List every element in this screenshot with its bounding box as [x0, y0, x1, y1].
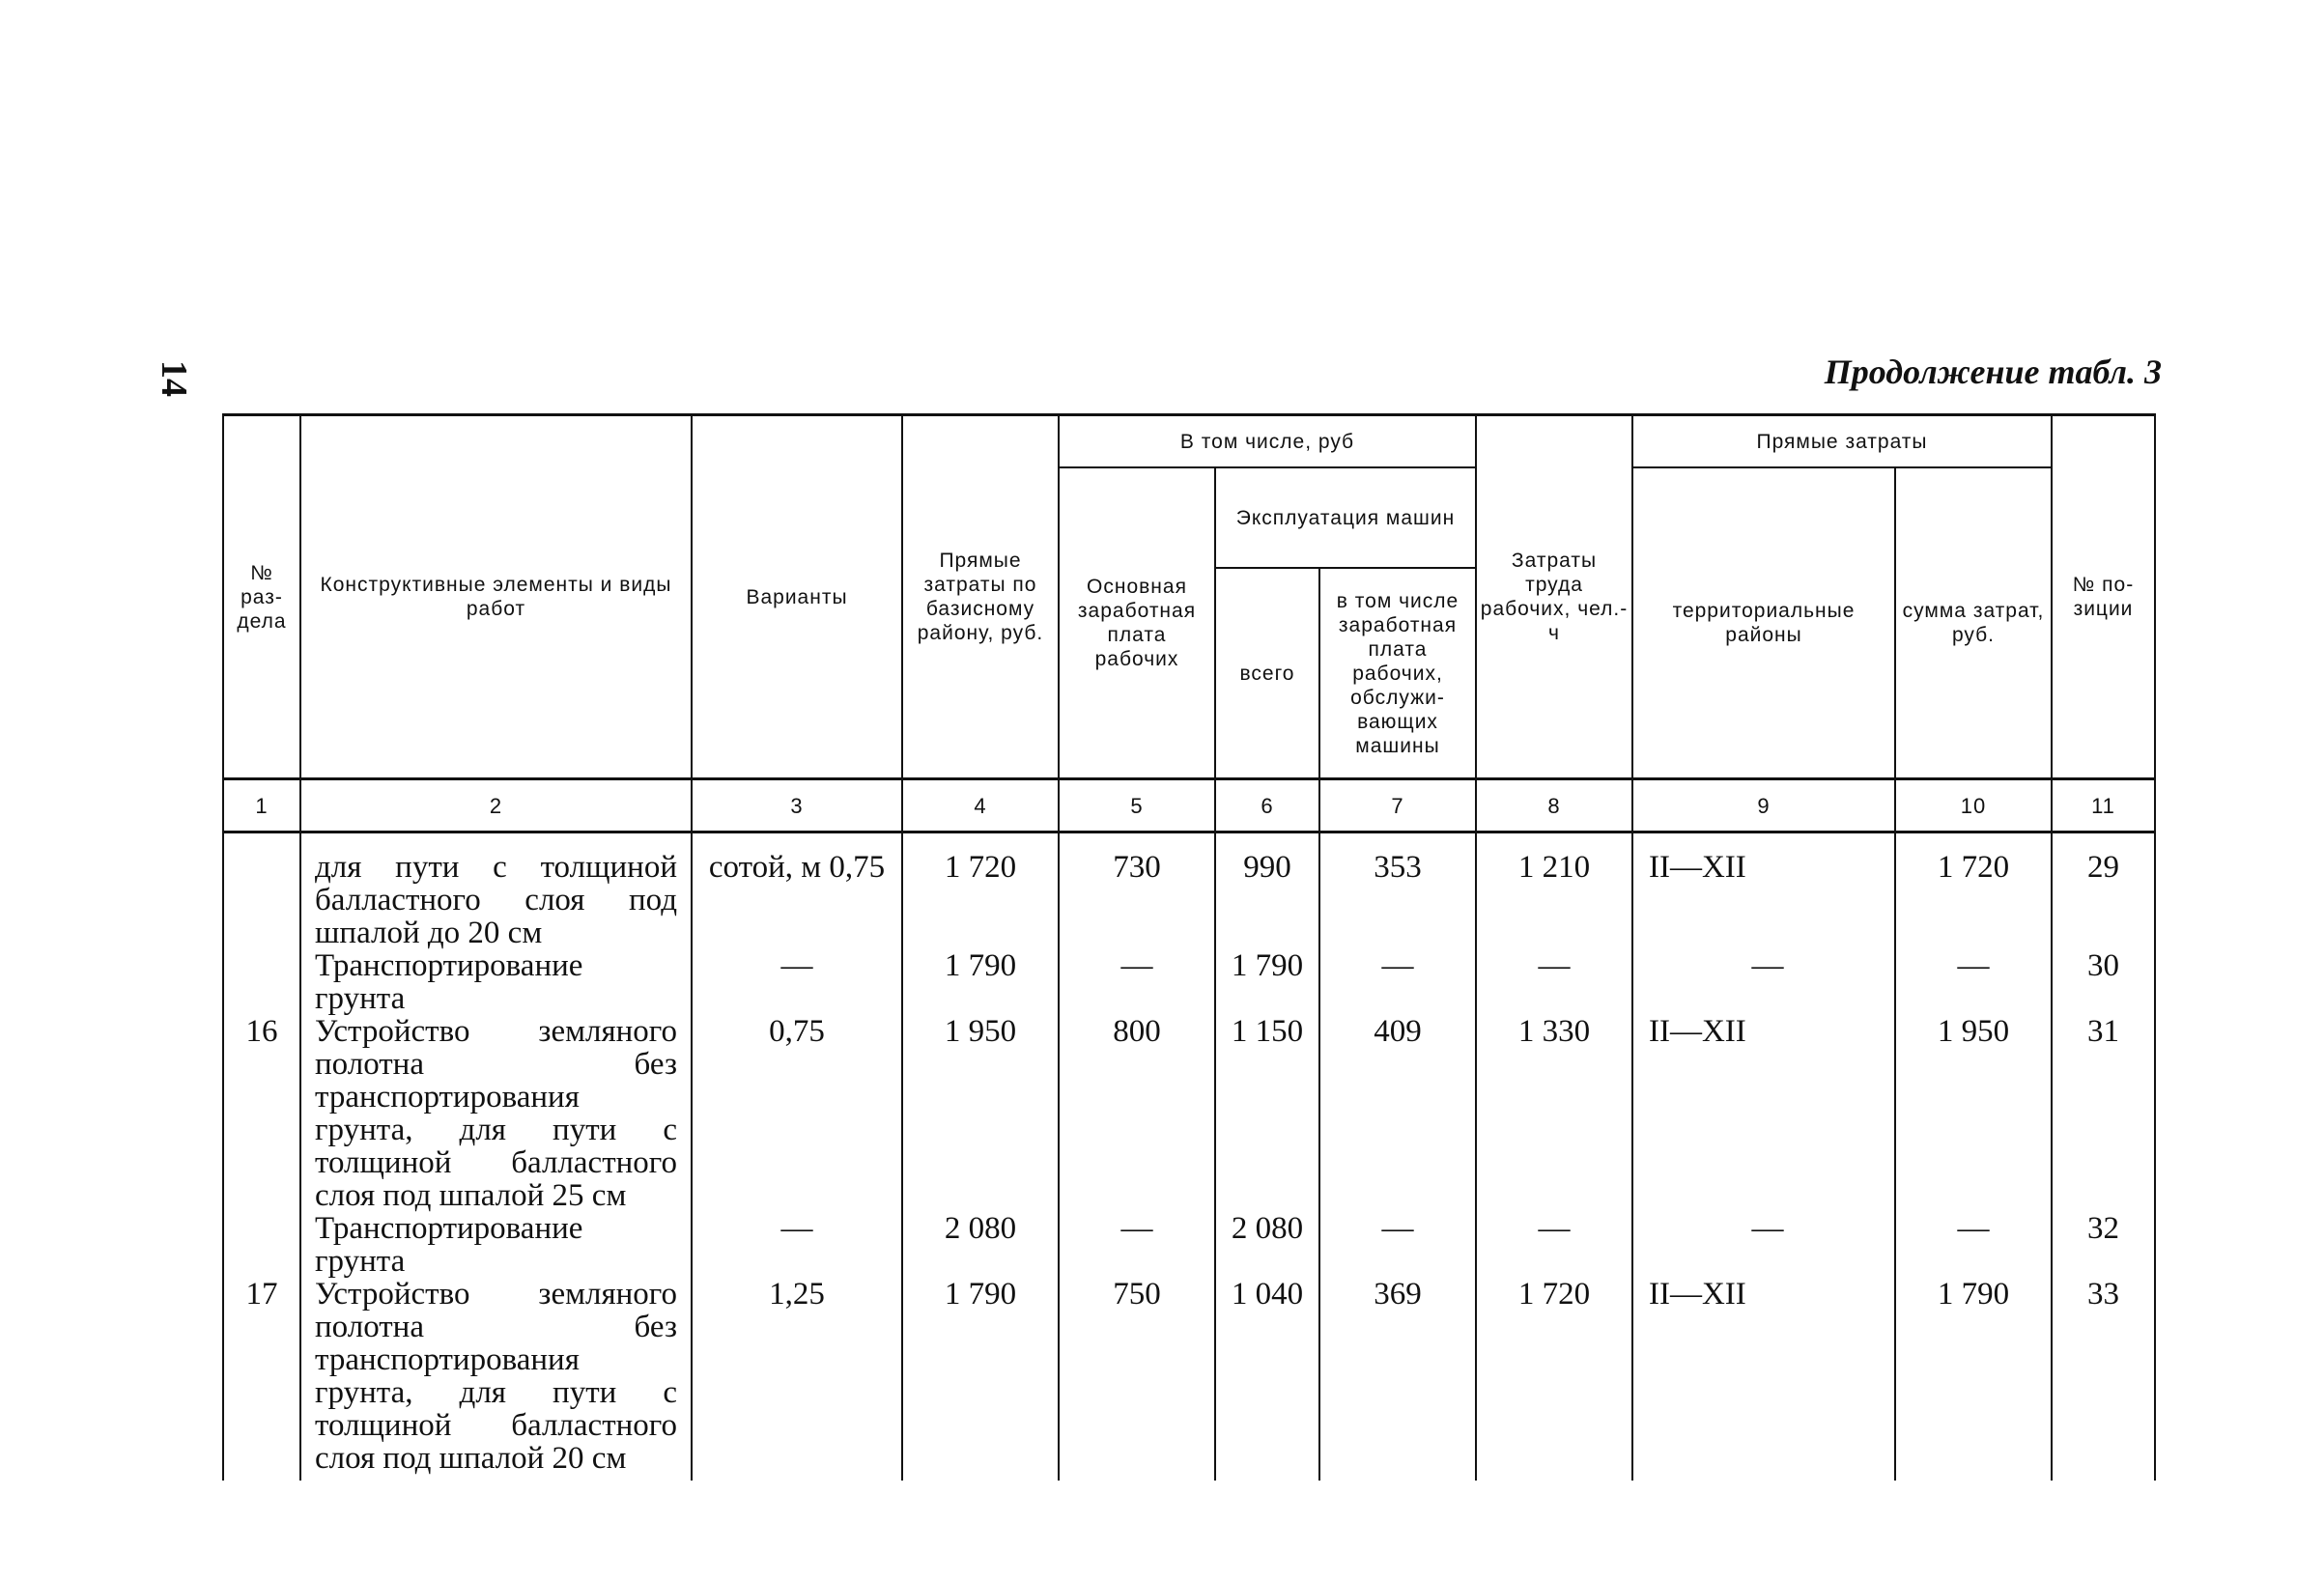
cell-labor: 1 330 — [1476, 1015, 1632, 1212]
cell-sum: — — [1895, 949, 2052, 1015]
cell-variant: 1,25 — [692, 1278, 902, 1481]
cell-position: 32 — [2052, 1212, 2155, 1278]
col-number: 6 — [1215, 779, 1319, 832]
table-row — [223, 1278, 2155, 1481]
cell-direct: 1 790 — [902, 1278, 1059, 1481]
cell-territory: — — [1632, 949, 1895, 1015]
table-row — [223, 832, 2155, 950]
cell-section: 17 — [223, 1278, 300, 1481]
col-number: 8 — [1476, 779, 1632, 832]
cell-section — [223, 1212, 300, 1278]
table-caption: Продолжение табл. 3 — [1824, 353, 2162, 391]
col-number: 2 — [300, 779, 692, 832]
cell-labor: — — [1476, 1212, 1632, 1278]
header-machine-ops: Эксплуатация машин — [1215, 467, 1476, 568]
cell-territory: — — [1632, 1212, 1895, 1278]
cell-wage: 750 — [1059, 1278, 1215, 1481]
cell-machine-wage: 353 — [1319, 832, 1476, 950]
cell-territory: II—XII — [1632, 1278, 1895, 1481]
col-number: 5 — [1059, 779, 1215, 832]
cell-work: для пути с толщиной балластного слоя под шпалой до 20 см — [300, 832, 692, 950]
header-machine-wage: в том числе заработная плата рабочих, обслужи-вающих машины — [1319, 568, 1476, 779]
cell-sum: — — [1895, 1212, 2052, 1278]
header-variants: Варианты — [692, 415, 902, 779]
cell-sum: 1 720 — [1895, 832, 2052, 950]
cell-wage: 730 — [1059, 832, 1215, 950]
cell-work: Устройство земляного полотна без транспортирования грунта, для пути с толщиной балластного слоя под шпалой 25 см — [300, 1015, 692, 1212]
header-direct-costs-base: Прямые затраты по базисному району, руб. — [902, 415, 1059, 779]
cell-wage: — — [1059, 1212, 1215, 1278]
cell-direct: 1 950 — [902, 1015, 1059, 1212]
col-number: 9 — [1632, 779, 1895, 832]
table-row — [223, 1212, 2155, 1278]
cell-section — [223, 832, 300, 950]
cell-machine-wage: 369 — [1319, 1278, 1476, 1481]
cell-position: 30 — [2052, 949, 2155, 1015]
cell-machine-total: 2 080 — [1215, 1212, 1319, 1278]
cell-variant: сотой, м 0,75 — [692, 832, 902, 950]
header-direct-group: Прямые затраты — [1632, 415, 2052, 468]
header-elements: Конструктивные элементы и виды работ — [300, 415, 692, 779]
col-number: 3 — [692, 779, 902, 832]
cell-machine-wage: — — [1319, 949, 1476, 1015]
cell-sum: 1 790 — [1895, 1278, 2052, 1481]
cell-machine-total: 1 790 — [1215, 949, 1319, 1015]
header-position-no: № по-зиции — [2052, 415, 2155, 779]
header-labor: Затраты труда рабочих, чел.-ч — [1476, 415, 1632, 779]
cell-work: Транспортирование грунта — [300, 1212, 692, 1278]
cell-work: Устройство земляного полотна без транспортирования грунта, для пути с толщиной балластного слоя под шпалой 20 см — [300, 1278, 692, 1481]
cell-machine-total: 1 040 — [1215, 1278, 1319, 1481]
cell-labor: 1 210 — [1476, 832, 1632, 950]
cost-table — [222, 413, 2156, 1481]
cell-territory: II—XII — [1632, 1015, 1895, 1212]
cell-machine-total: 990 — [1215, 832, 1319, 950]
col-number: 4 — [902, 779, 1059, 832]
cell-section — [223, 949, 300, 1015]
cell-territory: II—XII — [1632, 832, 1895, 950]
cell-machine-wage: 409 — [1319, 1015, 1476, 1212]
cell-sum: 1 950 — [1895, 1015, 2052, 1212]
col-number: 10 — [1895, 779, 2052, 832]
cell-labor: 1 720 — [1476, 1278, 1632, 1481]
cell-position: 29 — [2052, 832, 2155, 950]
cell-direct: 1 790 — [902, 949, 1059, 1015]
cell-position: 31 — [2052, 1015, 2155, 1212]
page-number: 14 — [154, 360, 194, 397]
cell-machine-wage: — — [1319, 1212, 1476, 1278]
header-sum-costs: сумма затрат, руб. — [1895, 467, 2052, 779]
header-machine-total: всего — [1215, 568, 1319, 779]
col-number: 7 — [1319, 779, 1476, 832]
table-row — [223, 949, 2155, 1015]
cell-direct: 1 720 — [902, 832, 1059, 950]
cell-direct: 2 080 — [902, 1212, 1059, 1278]
cell-work: Транспортирование грунта — [300, 949, 692, 1015]
cell-machine-total: 1 150 — [1215, 1015, 1319, 1212]
table-row — [223, 1015, 2155, 1212]
cell-variant: 0,75 — [692, 1015, 902, 1212]
header-territorial: территориальные районы — [1632, 467, 1895, 779]
cell-wage: 800 — [1059, 1015, 1215, 1212]
cell-variant: — — [692, 949, 902, 1015]
cell-variant: — — [692, 1212, 902, 1278]
header-incl-group: В том числе, руб — [1059, 415, 1476, 468]
header-basic-wage: Основная заработная плата рабочих — [1059, 467, 1215, 779]
cell-wage: — — [1059, 949, 1215, 1015]
cell-labor: — — [1476, 949, 1632, 1015]
header-section-no: № раз-дела — [223, 415, 300, 779]
cell-position: 33 — [2052, 1278, 2155, 1481]
cell-section: 16 — [223, 1015, 300, 1212]
col-number: 11 — [2052, 779, 2155, 832]
col-number: 1 — [223, 779, 300, 832]
